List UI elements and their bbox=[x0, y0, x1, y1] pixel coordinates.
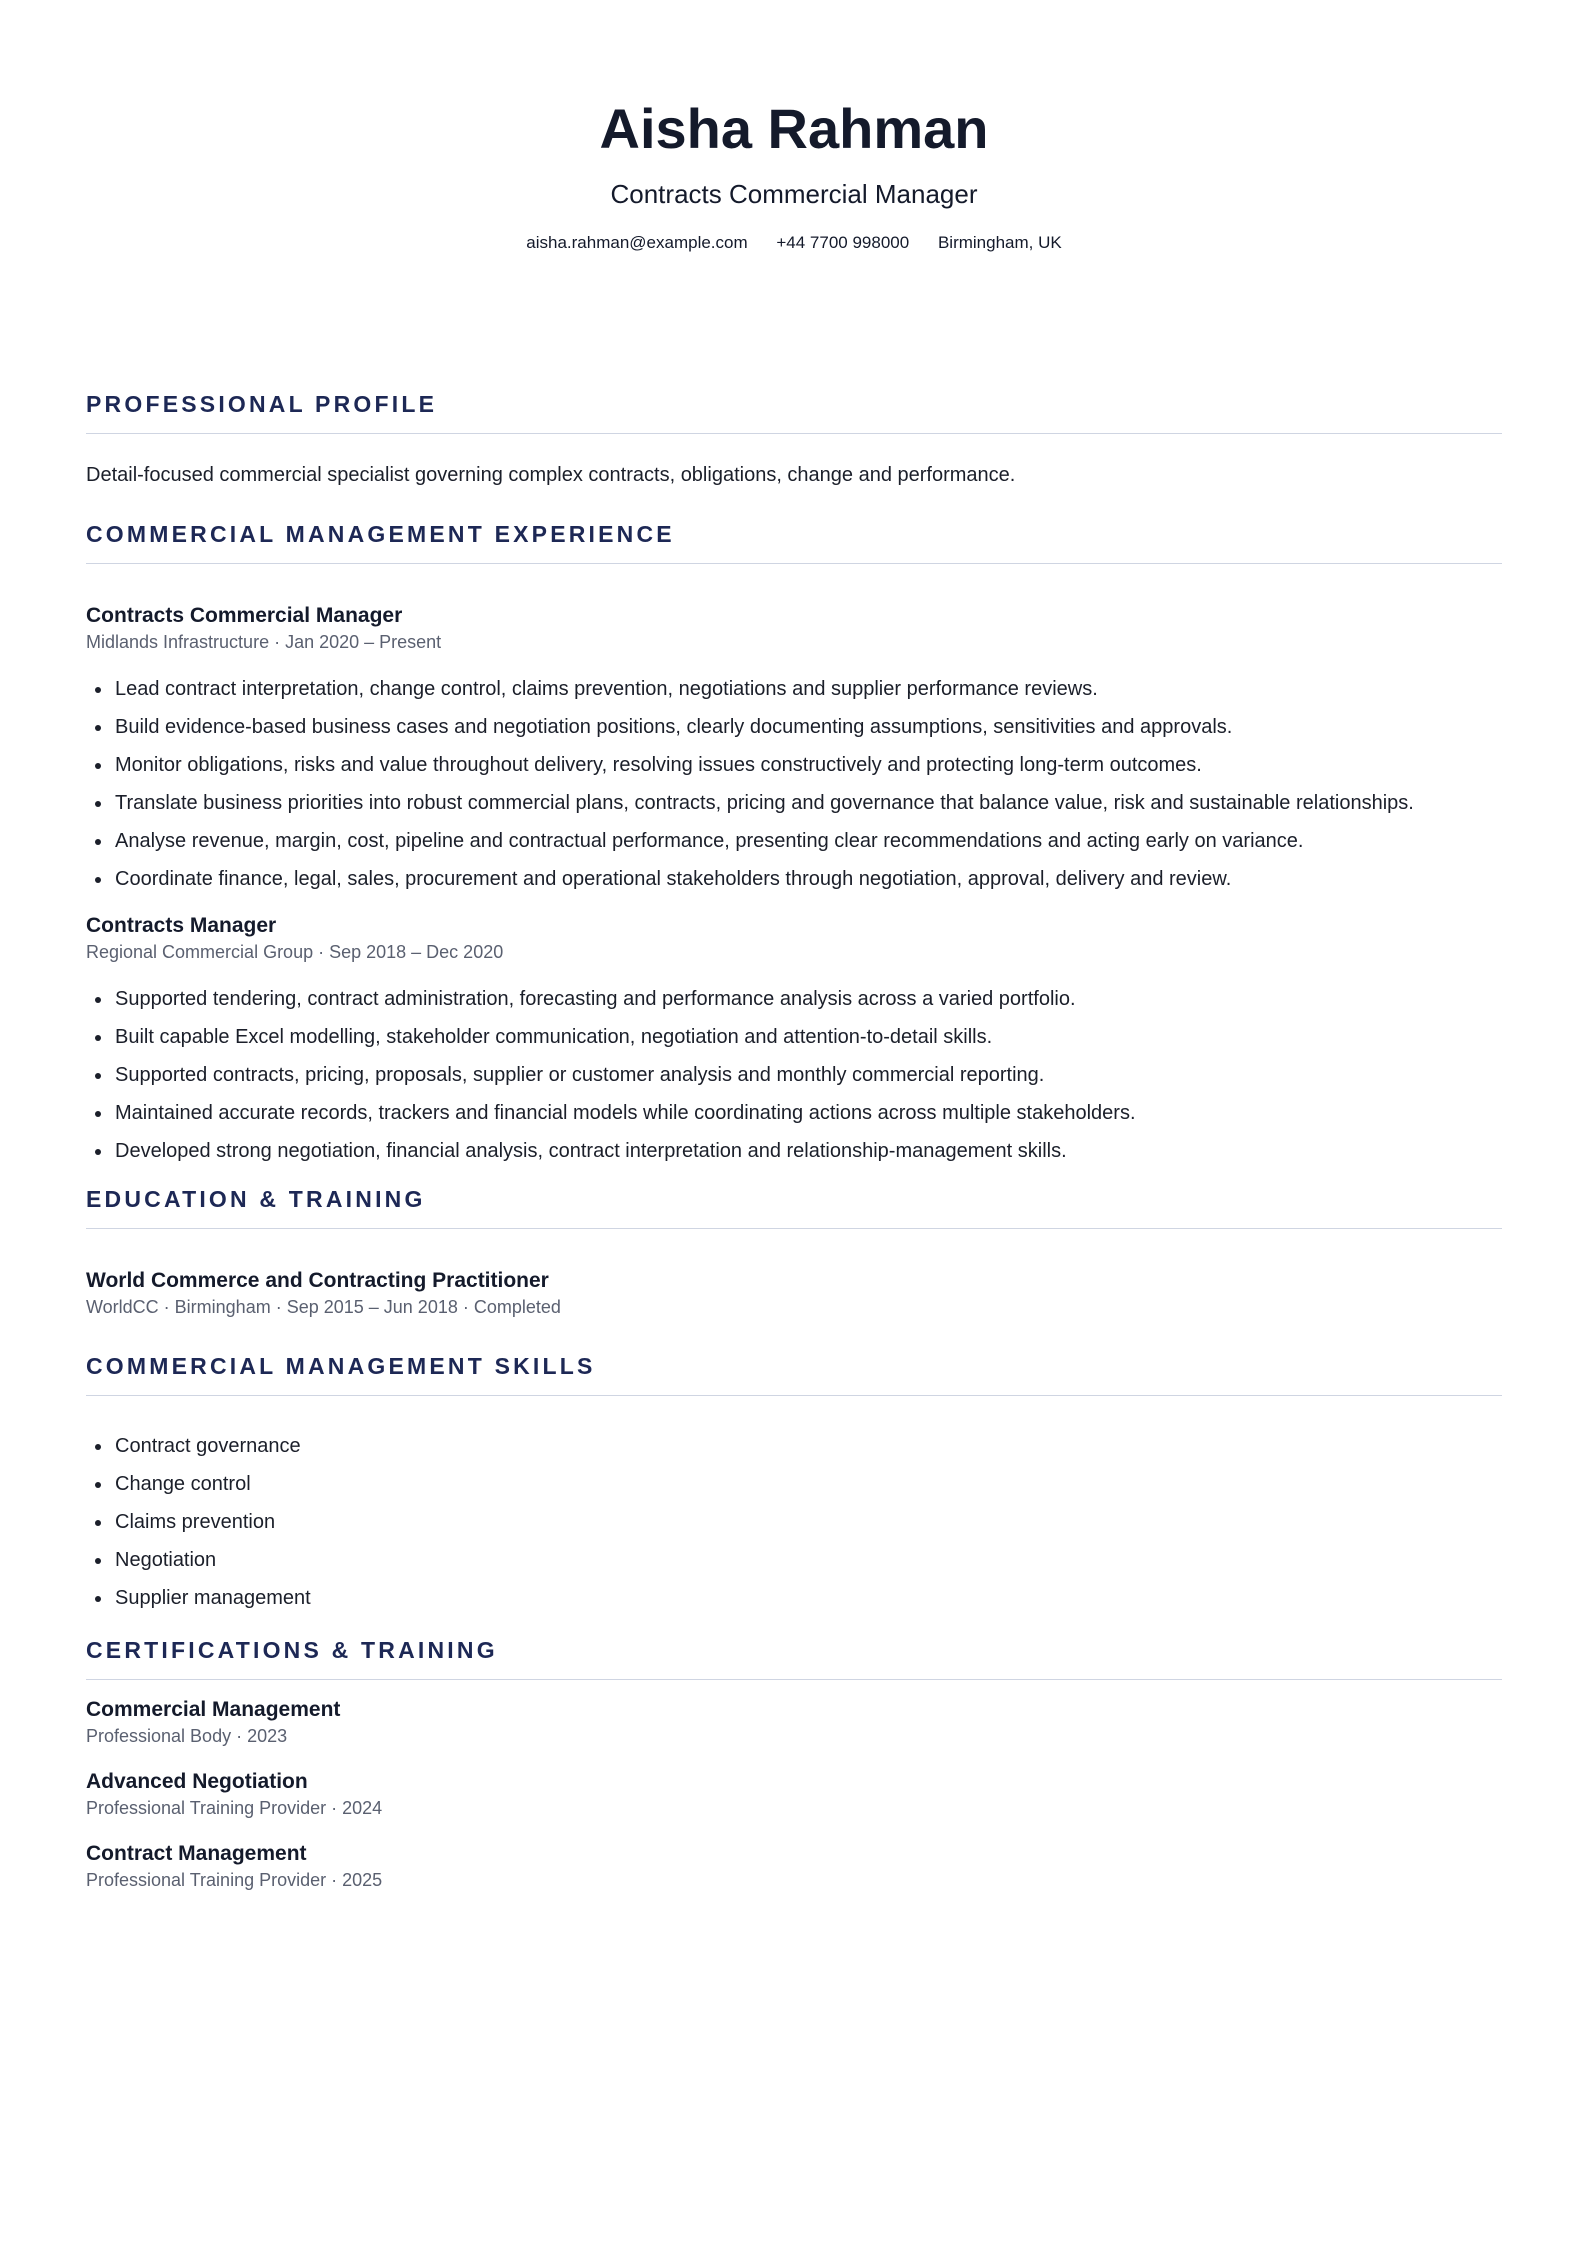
skill-item: Change control bbox=[115, 1471, 1502, 1497]
profile-text: Detail-focused commercial specialist governing complex contracts, obligations, change and performance. bbox=[86, 464, 1016, 486]
certification-meta: Professional Body · 2023 bbox=[86, 1726, 288, 1746]
education-name: World Commerce and Contracting Practitioner bbox=[86, 1269, 549, 1292]
certification-entry bbox=[86, 1840, 1502, 1892]
skill-item: Claims prevention bbox=[115, 1509, 1502, 1535]
section-title: CERTIFICATIONS & TRAINING bbox=[86, 1635, 1502, 1680]
section-title: PROFESSIONAL PROFILE bbox=[86, 389, 1502, 434]
contact-location: Birmingham, UK bbox=[937, 233, 1062, 252]
job-entry bbox=[86, 912, 1502, 1164]
list-item: Supported contracts, pricing, proposals, supplier or customer analysis and monthly commercial reporting. bbox=[115, 1062, 1502, 1088]
contact-phone[interactable]: +44 7700 998000 bbox=[776, 233, 910, 252]
certification-name: Advanced Negotiation bbox=[86, 1770, 308, 1793]
section-title: COMMERCIAL MANAGEMENT EXPERIENCE bbox=[86, 519, 1502, 564]
certification-entry bbox=[86, 1696, 1502, 1748]
list-item: Translate business priorities into robust commercial plans, contracts, pricing and governance that balance value, risk and sustainable relationships. bbox=[115, 790, 1502, 816]
job-role: Contracts Manager bbox=[86, 914, 277, 937]
candidate-name: Aisha Rahman bbox=[599, 97, 989, 160]
list-item: Developed strong negotiation, financial analysis, contract interpretation and relationship-management skills. bbox=[115, 1138, 1502, 1164]
certification-meta: Professional Training Provider · 2025 bbox=[86, 1870, 383, 1890]
certification-name: Contract Management bbox=[86, 1842, 307, 1865]
candidate-headline: Contracts Commercial Manager bbox=[610, 179, 978, 209]
job-bullets bbox=[86, 676, 1502, 892]
certification-entry bbox=[86, 1768, 1502, 1820]
skills-list bbox=[86, 1433, 1502, 1611]
education-meta: WorldCC · Birmingham · Sep 2015 – Jun 2018 · Completed bbox=[86, 1297, 561, 1317]
experience-section bbox=[86, 519, 1502, 1164]
job-role: Contracts Commercial Manager bbox=[86, 604, 403, 627]
job-meta: Regional Commercial Group · Sep 2018 – Dec 2020 bbox=[86, 942, 504, 962]
list-item: Lead contract interpretation, change control, claims prevention, negotiations and supplier performance reviews. bbox=[115, 676, 1502, 702]
contact-email[interactable]: aisha.rahman@example.com bbox=[526, 233, 748, 252]
section-title: COMMERCIAL MANAGEMENT SKILLS bbox=[86, 1351, 1502, 1396]
certification-name: Commercial Management bbox=[86, 1698, 341, 1721]
skill-item: Negotiation bbox=[115, 1547, 1502, 1573]
list-item: Built capable Excel modelling, stakeholder communication, negotiation and attention-to-detail skills. bbox=[115, 1024, 1502, 1050]
list-item: Analyse revenue, margin, cost, pipeline and contractual performance, presenting clear recommendations and acting early on variance. bbox=[115, 828, 1502, 854]
list-item: Coordinate finance, legal, sales, procurement and operational stakeholders through negotiation, approval, delivery and review. bbox=[115, 866, 1502, 892]
job-bullets bbox=[86, 986, 1502, 1164]
skill-item: Contract governance bbox=[115, 1433, 1502, 1459]
list-item: Monitor obligations, risks and value throughout delivery, resolving issues constructively and protecting long-term outcomes. bbox=[115, 752, 1502, 778]
education-section bbox=[86, 1184, 1502, 1319]
education-entry bbox=[86, 1267, 1502, 1319]
job-entry bbox=[86, 602, 1502, 892]
job-meta: Midlands Infrastructure · Jan 2020 – Present bbox=[86, 632, 442, 652]
section-title: EDUCATION & TRAINING bbox=[86, 1184, 1502, 1229]
list-item: Maintained accurate records, trackers and financial models while coordinating actions across multiple stakeholders. bbox=[115, 1100, 1502, 1126]
certifications-section bbox=[86, 1635, 1502, 1892]
list-item: Build evidence-based business cases and negotiation positions, clearly documenting assumptions, sensitivities and approvals. bbox=[115, 714, 1502, 740]
certification-meta: Professional Training Provider · 2024 bbox=[86, 1798, 383, 1818]
resume-header bbox=[86, 0, 1502, 254]
contact-line bbox=[86, 232, 1502, 254]
profile-section bbox=[86, 389, 1502, 489]
skills-section bbox=[86, 1351, 1502, 1611]
list-item: Supported tendering, contract administration, forecasting and performance analysis across a varied portfolio. bbox=[115, 986, 1502, 1012]
skill-item: Supplier management bbox=[115, 1585, 1502, 1611]
